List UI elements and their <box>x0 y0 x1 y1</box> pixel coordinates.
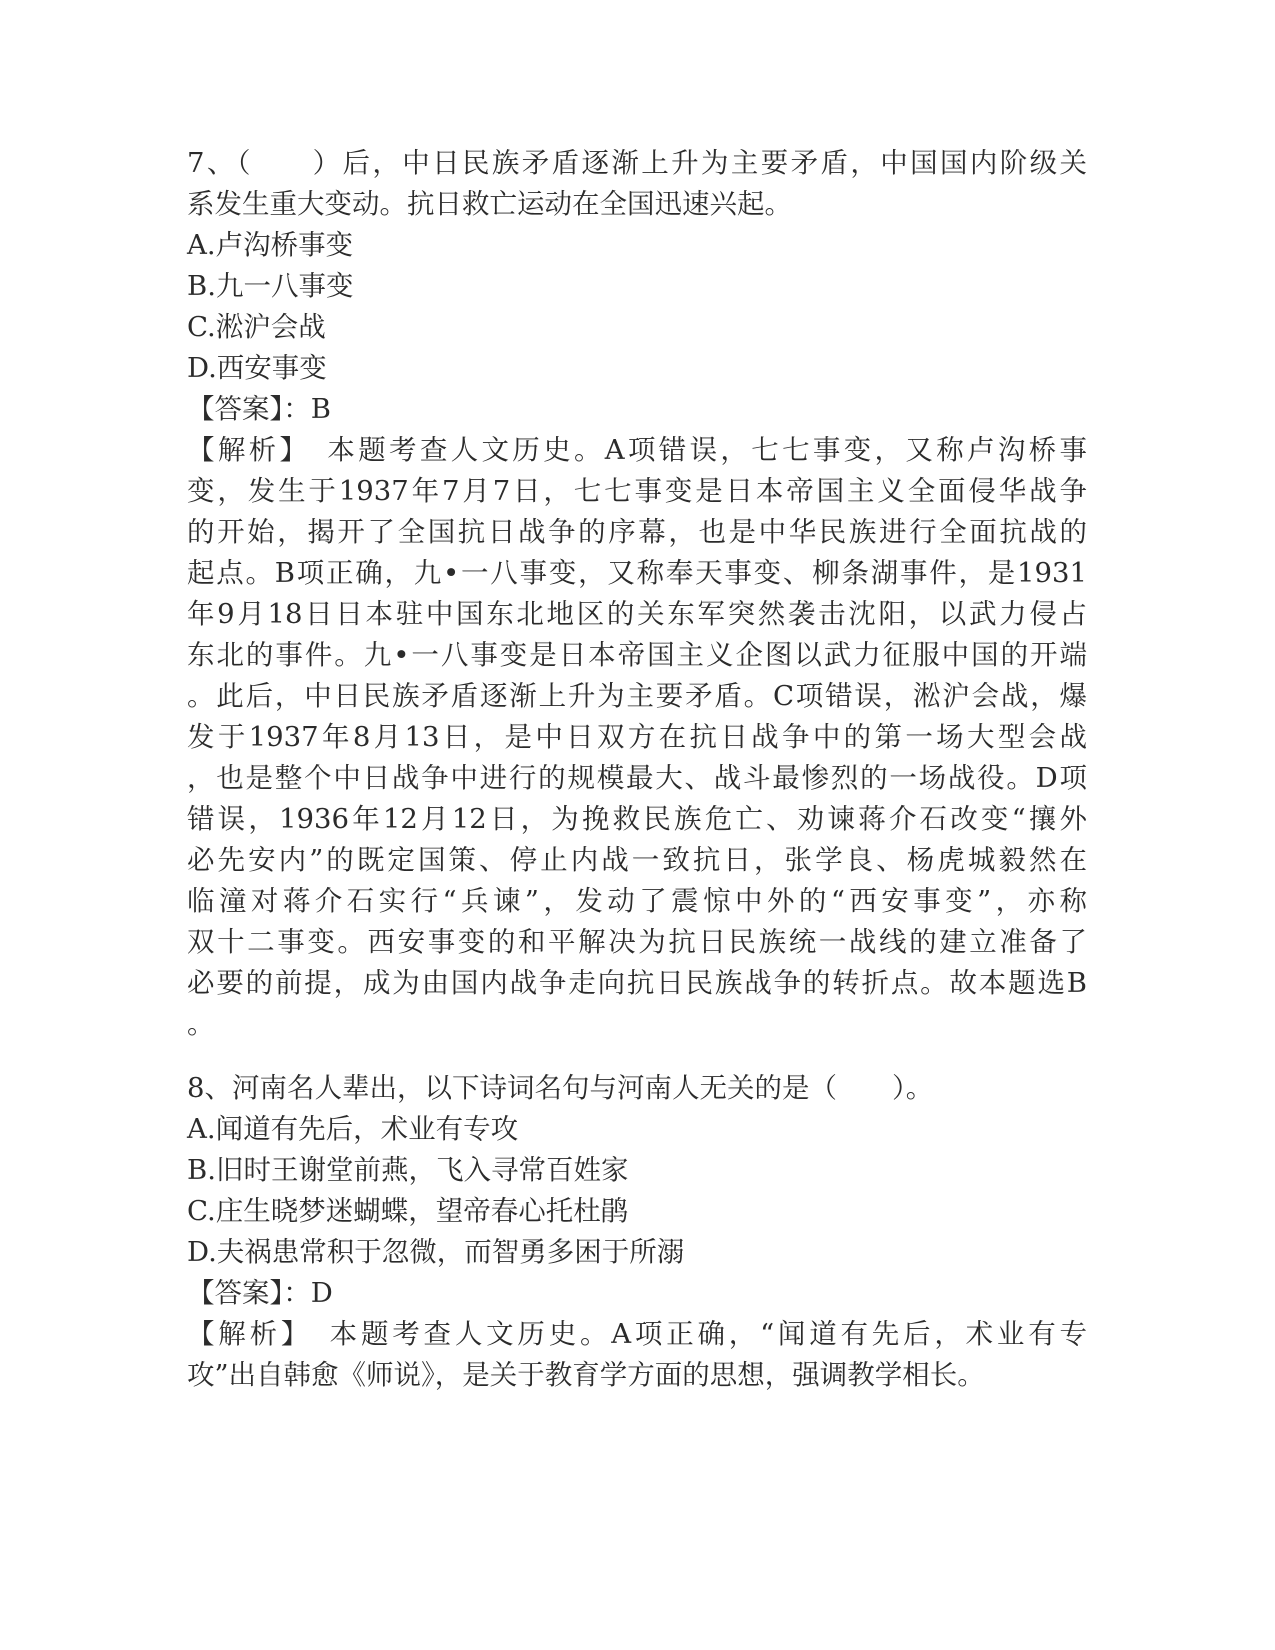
analysis-line: 起点。B项正确，九•一八事变，又称奉天事变、柳条湖事件，是1931 <box>187 557 1087 589</box>
analysis-line: 变，发生于1937年7月7日，七七事变是日本帝国主义全面侵华战争 <box>187 475 1087 507</box>
option-b: B.九一八事变 <box>187 270 354 302</box>
question-stem-line: 8、河南名人辈出，以下诗词名句与河南人无关的是（ ）。 <box>187 1072 934 1104</box>
analysis-line: 东北的事件。九•一八事变是日本帝国主义企图以武力征服中国的开端 <box>187 639 1087 671</box>
analysis-line: 【解析】 本题考查人文历史。A项错误，七七事变，又称卢沟桥事 <box>187 434 1087 466</box>
option-b: B.旧时王谢堂前燕，飞入寻常百姓家 <box>187 1154 629 1186</box>
option-a: A.闻道有先后，术业有专攻 <box>187 1113 519 1145</box>
answer-line: 【答案】：B <box>187 393 331 425</box>
analysis-line: 【解析】 本题考查人文历史。A项正确，“闻道有先后，术业有专 <box>187 1318 1087 1350</box>
analysis-line: 双十二事变。西安事变的和平解决为抗日民族统一战线的建立准备了 <box>187 926 1087 958</box>
analysis-line: 错误，1936年12月12日，为挽救民族危亡、劝谏蒋介石改变“攘外 <box>187 803 1087 835</box>
analysis-line: 年9月18日日本驻中国东北地区的关东军突然袭击沈阳，以武力侵占 <box>187 598 1087 630</box>
question-stem-line: 系发生重大变动。抗日救亡运动在全国迅速兴起。 <box>187 188 792 220</box>
option-d: D.夫祸患常积于忽微，而智勇多困于所溺 <box>187 1236 685 1268</box>
answer-line: 【答案】：D <box>187 1277 333 1309</box>
option-a: A.卢沟桥事变 <box>187 229 354 261</box>
question-stem-line: 7、（ ）后，中日民族矛盾逐渐上升为主要矛盾，中国国内阶级关 <box>187 147 1087 179</box>
analysis-line: 发于1937年8月13日，是中日双方在抗日战争中的第一场大型会战 <box>187 721 1087 753</box>
analysis-line: 必要的前提，成为由国内战争走向抗日民族战争的转折点。故本题选B <box>187 967 1087 999</box>
option-c: C.庄生晓梦迷蝴蝶，望帝春心托杜鹃 <box>187 1195 629 1227</box>
analysis-line: 临潼对蒋介石实行“兵谏”，发动了震惊中外的“西安事变”，亦称 <box>187 885 1087 917</box>
analysis-line: 必先安内”的既定国策、停止内战一致抗日，张学良、杨虎城毅然在 <box>187 844 1087 876</box>
analysis-line: 。此后，中日民族矛盾逐渐上升为主要矛盾。C项错误，淞沪会战，爆 <box>187 680 1087 712</box>
option-d: D.西安事变 <box>187 352 327 384</box>
analysis-line: 攻”出自韩愈《师说》，是关于教育学方面的思想，强调教学相长。 <box>187 1359 985 1391</box>
analysis-line: 的开始，揭开了全国抗日战争的序幕，也是中华民族进行全面抗战的 <box>187 516 1087 548</box>
option-c: C.淞沪会战 <box>187 311 326 343</box>
analysis-line: 。 <box>187 1008 215 1040</box>
analysis-line: ，也是整个中日战争中进行的规模最大、战斗最惨烈的一场战役。D项 <box>187 762 1087 794</box>
